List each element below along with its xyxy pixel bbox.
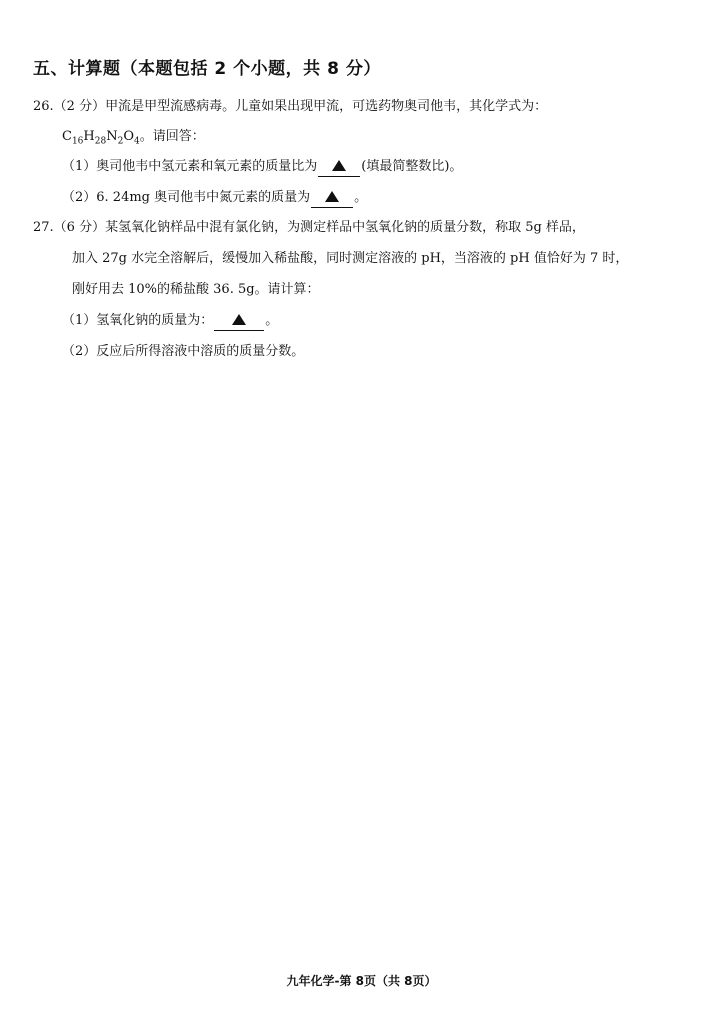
answer-blank[interactable]	[318, 158, 360, 177]
q27-line1: 27.（6 分）某氢氧化钠样品中混有氯化钠，为测定样品中氢氧化钠的质量分数，称取 5g 样品，	[33, 220, 585, 235]
q26-stem-line2: $C_{16}H_{28}N_2O_4$。请回答：	[62, 129, 205, 147]
triangle-icon	[232, 314, 246, 325]
q27-sub2: （2）反应后所得溶液中溶质的质量分数。	[62, 344, 305, 359]
answer-blank[interactable]	[214, 312, 264, 331]
q27-sub1: （1）氢氧化钠的质量为： 。	[62, 312, 278, 331]
q26-stem-line1: 26.（2 分）甲流是甲型流感病毒。儿童如果出现甲流，可选药物奥司他韦，其化学式为：	[33, 99, 548, 114]
triangle-icon	[325, 191, 339, 202]
q27-line2: 加入 27g 水完全溶解后，缓慢加入稀盐酸，同时测定溶液的 pH，当溶液的 pH 值恰好为 7 时，	[72, 251, 629, 266]
q26-sub1: （1）奥司他韦中氢元素和氧元素的质量比为 (填最简整数比)。	[62, 158, 462, 177]
triangle-icon	[332, 160, 346, 171]
answer-blank[interactable]	[311, 189, 353, 208]
q26-sub2: （2）6. 24mg 奥司他韦中氮元素的质量为 。	[62, 189, 367, 208]
page-footer: 九年化学-第 8页（共 8页）	[286, 974, 437, 988]
formula: $C_{16}H_{28}N_2O_4$	[62, 129, 140, 147]
q27-line3: 刚好用去 10%的稀盐酸 36. 5g。请计算：	[72, 282, 320, 297]
section-title: 五、计算题（本题包括 2 个小题，共 8 分）	[33, 59, 381, 79]
